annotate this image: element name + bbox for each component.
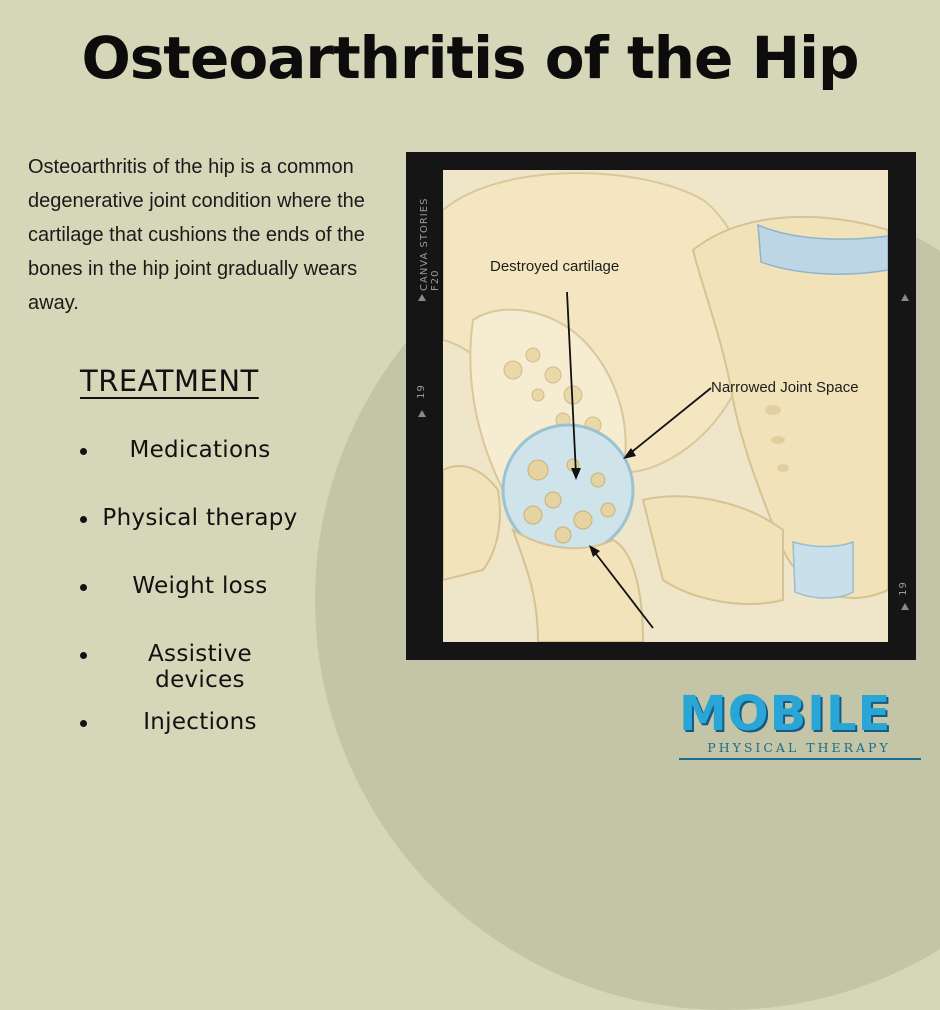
film-arrow-icon	[901, 294, 909, 301]
logo-wordmark: MOBILE	[679, 686, 892, 742]
hip-joint-drawing	[443, 170, 888, 642]
film-arrow-icon	[418, 410, 426, 417]
page-title: Osteoarthritis of the Hip	[81, 24, 859, 92]
film-brand-label: CANVA STORIES F20	[419, 197, 441, 291]
callout-narrowed-joint: Narrowed Joint Space	[711, 379, 859, 396]
treatment-label: Weight loss	[132, 573, 268, 599]
list-item	[0, 568, 330, 636]
logo-subtitle: PHYSICAL THERAPY	[707, 740, 891, 755]
bullet-icon	[80, 584, 87, 591]
list-item	[0, 636, 330, 704]
film-arrow-icon	[418, 294, 426, 301]
treatment-label: Medications	[129, 437, 271, 463]
film-number-left: 19	[415, 384, 427, 399]
treatment-label: Injections	[143, 709, 257, 735]
mobile-pt-logo	[675, 680, 925, 770]
treatment-label: Assistive devices	[148, 641, 252, 693]
film-arrow-icon	[901, 603, 909, 610]
list-item	[0, 704, 330, 772]
film-number-right: 19	[897, 581, 909, 596]
callout-destroyed-cartilage: Destroyed cartilage	[490, 258, 620, 275]
treatment-list	[0, 432, 330, 772]
treatment-heading: TREATMENT	[80, 364, 259, 398]
list-item	[0, 432, 330, 500]
bullet-icon	[80, 516, 87, 523]
hip-illustration	[443, 170, 888, 642]
bullet-icon	[80, 720, 87, 727]
logo-underline	[679, 758, 921, 760]
bullet-icon	[80, 652, 87, 659]
bullet-icon	[80, 448, 87, 455]
list-item	[0, 500, 330, 568]
treatment-label: Physical therapy	[102, 505, 298, 531]
intro-paragraph: Osteoarthritis of the hip is a common degenerative joint condition where the cartilage that cushions the ends of the bones in the hip joint gradually wears away.	[28, 156, 365, 314]
